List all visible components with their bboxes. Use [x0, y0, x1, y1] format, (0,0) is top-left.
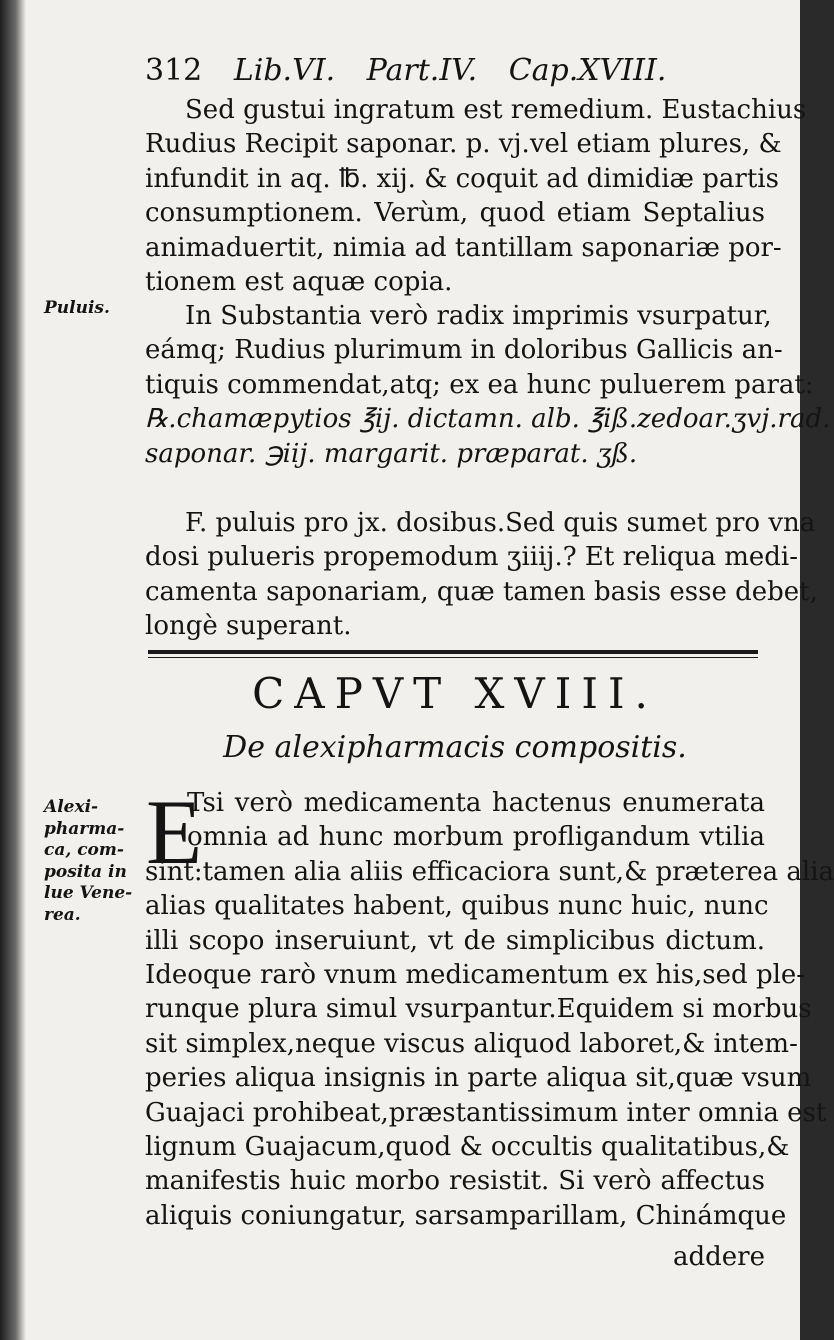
- margin-note-line: Puluis.: [44, 298, 110, 318]
- chapter-divider-thick: [148, 650, 758, 654]
- header-chapter: Cap.XVIII.: [508, 53, 667, 88]
- text-line: longè superant.: [145, 611, 352, 642]
- margin-note-line: Alexi-: [44, 797, 99, 817]
- margin-note-line: posita in: [44, 861, 127, 882]
- text-line: consumptionem. Verùm, quod etiam Septalius: [145, 198, 765, 229]
- text-line: illi scopo inseruiunt, vt de simplicibus dictum.: [145, 925, 765, 956]
- text-line: omnia ad hunc morbum profligandum vtilia: [187, 822, 765, 853]
- text-line: Tsi verò medicamenta hactenus enumerata: [187, 788, 765, 818]
- paragraph-chapter-opening: [145, 781, 834, 1233]
- text-line: aliquis coniungatur, sarsamparillam, Chinámque: [145, 1200, 787, 1231]
- chapter-title: CAPVT XVIII.: [252, 669, 658, 718]
- chapter-subtitle: De alexipharmacis compositis.: [223, 730, 687, 765]
- text-line: Guajaci prohibeat,præstantissimum inter omnia est: [145, 1097, 827, 1128]
- text-line: sint:tamen alia aliis efficaciora sunt,& præterea alia: [145, 856, 834, 887]
- margin-note-line: lue Vene-: [44, 883, 133, 903]
- paragraph-substantia: [145, 299, 831, 471]
- text-line: runque plura simul vsurpantur.Equidem si morbus: [145, 994, 812, 1025]
- text-line: sit simplex,neque viscus aliquod laboret,& intem-: [145, 1028, 798, 1059]
- margin-note-line: pharma-: [44, 818, 125, 839]
- text-line: F. puluis pro jx. dosibus.Sed quis sumet pro vna: [185, 508, 816, 538]
- text-line: tiquis commendat,atq; ex ea hunc puluerem parat:: [145, 369, 814, 400]
- text-line: dosi pulueris propemodum ʒiiij.? Et reliqua medi-: [145, 542, 799, 573]
- text-line: peries aliqua insignis in parte aliqua sit,quæ vsum: [145, 1063, 812, 1094]
- drop-cap: E: [146, 781, 203, 883]
- paragraph-puluis: [145, 506, 818, 644]
- text-line: Ideoque rarò vnum medicamentum ex his,sed ple-: [145, 960, 806, 991]
- text-line: In Substantia verò radix imprimis vsurpatur,: [185, 301, 772, 331]
- text-line: eámq; Rudius plurimum in doloribus Gallicis an-: [145, 335, 783, 366]
- margin-note-alexipharmaca: [44, 797, 139, 926]
- paragraph-saponaria: [145, 93, 807, 299]
- chapter-divider-thin: [148, 657, 758, 658]
- margin-note-puluis: [44, 298, 139, 320]
- header-part: Part.IV.: [366, 53, 478, 88]
- text-line: Sed gustui ingratum est remedium. Eustachius: [185, 95, 807, 125]
- margin-note-line: ca, com-: [44, 840, 124, 860]
- recipe-line: saponar. ℈iij. margarit. præparat. ʒß.: [145, 438, 638, 469]
- running-header: [145, 52, 765, 90]
- page-number: 312: [145, 53, 203, 88]
- recipe-line: ℞.chamæpytios ℥ij. dictamn. alb. ℥iß.zedoar.ʒvj.rad.: [145, 404, 831, 435]
- text-line: infundit in aq. ℔. xij. & coquit ad dimidiæ partis: [145, 163, 779, 194]
- text-line: lignum Guajacum,quod & occultis qualitatibus,&: [145, 1132, 790, 1163]
- text-line: manifestis huic morbo resistit. Si verò affectus: [145, 1166, 765, 1197]
- text-line: Rudius Recipit saponar. p. vj.vel etiam plures, &: [145, 129, 782, 160]
- text-line: alias qualitates habent, quibus nunc huic, nunc: [145, 891, 769, 922]
- catchword: addere: [673, 1242, 765, 1272]
- text-line: animaduertit, nimia ad tantillam saponariæ por-: [145, 232, 782, 263]
- text-line: tionem est aquæ copia.: [145, 267, 453, 298]
- margin-note-line: rea.: [44, 904, 81, 925]
- text-line: camenta saponariam, quæ tamen basis esse debet,: [145, 576, 818, 607]
- header-book: Lib.VI.: [233, 53, 336, 88]
